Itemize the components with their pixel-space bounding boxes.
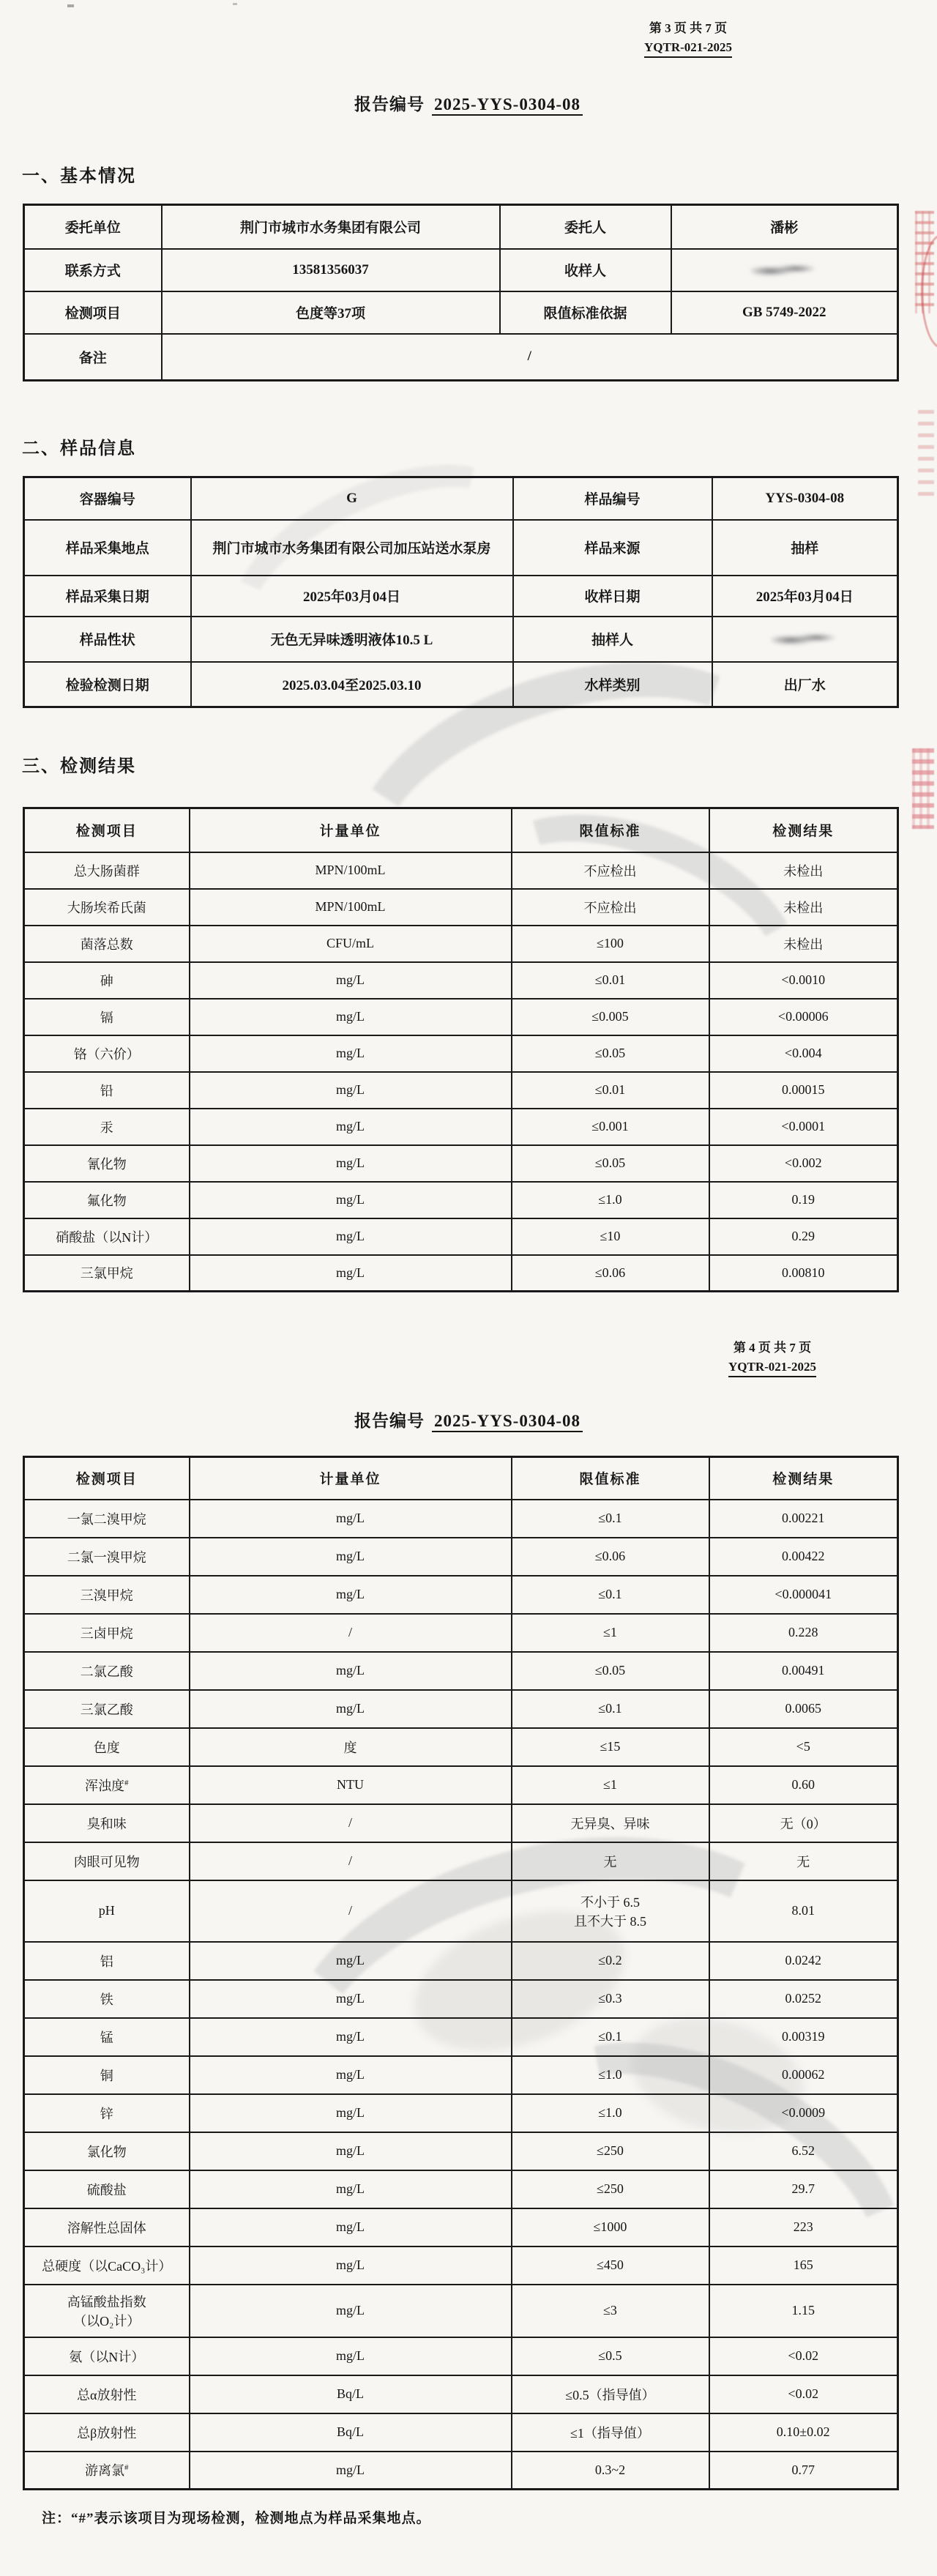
column-header: 限值标准: [512, 808, 709, 852]
table-row: [24, 1980, 898, 2018]
table-cell: 样品采集日期: [24, 576, 191, 617]
table-row: [24, 2056, 898, 2094]
table-cell: 氯化物: [24, 2132, 190, 2170]
table-cell: ≤0.05: [512, 1035, 709, 1072]
table-cell: mg/L: [190, 1652, 512, 1690]
table-cell: mg/L: [190, 999, 512, 1035]
table-row: [24, 1804, 898, 1842]
table-cell: 2025年03月04日: [712, 576, 898, 617]
table-cell: 样品编号: [513, 477, 712, 520]
table-cell: ≤100: [512, 926, 709, 962]
table-cell: ≤0.2: [512, 1942, 709, 1980]
table-cell: YYS-0304-08: [712, 477, 898, 520]
table-cell: <0.0010: [709, 962, 898, 999]
table-cell: mg/L: [190, 2337, 512, 2375]
table-cell: /: [190, 1842, 512, 1880]
table-row: [24, 1500, 898, 1538]
table-cell: 2025年03月04日: [191, 576, 513, 617]
table-cell: ≤1000: [512, 2208, 709, 2246]
table-cell: ≤1（指导值）: [512, 2413, 709, 2452]
table-cell: 荆门市城市水务集团有限公司加压站送水泵房: [191, 520, 513, 576]
table-row: [24, 1942, 898, 1980]
page-number: 第 4 页 共 7 页: [733, 1341, 812, 1355]
table-cell: ≤1.0: [512, 2094, 709, 2132]
table-cell: 浑浊度#: [24, 1766, 190, 1804]
table-row: [24, 1880, 898, 1942]
table-cell: 铝: [24, 1942, 190, 1980]
basic-info-table: [23, 204, 899, 381]
table-cell: 8.01: [709, 1880, 898, 1942]
table-cell: 6.52: [709, 2132, 898, 2170]
table-row: [24, 2170, 898, 2208]
table-row: [24, 1842, 898, 1880]
table-cell: MPN/100mL: [190, 889, 512, 926]
table-cell: ≤450: [512, 2246, 709, 2285]
column-header: 限值标准: [512, 1457, 709, 1500]
table-cell: 二氯乙酸: [24, 1652, 190, 1690]
table-cell: 出厂水: [712, 662, 898, 707]
table-cell: 硫酸盐: [24, 2170, 190, 2208]
table-cell: mg/L: [190, 1109, 512, 1145]
signature-blur: [771, 631, 838, 647]
table-row: [24, 662, 898, 707]
table-row: [24, 1766, 898, 1804]
table-cell: 0.00319: [709, 2018, 898, 2056]
table-cell: 总β放射性: [24, 2413, 190, 2452]
table-row: [24, 1538, 898, 1576]
table-cell: mg/L: [190, 1942, 512, 1980]
table-cell: 总硬度（以CaCO₃计）: [24, 2246, 190, 2285]
section-title-basic-info: 一、基本情况: [22, 167, 136, 186]
table-row: [24, 1218, 898, 1255]
table-cell: ≤0.5: [512, 2337, 709, 2375]
table-row: [24, 1576, 898, 1614]
table-row: [24, 1614, 898, 1652]
table-cell: ≤15: [512, 1728, 709, 1766]
table-cell: 三氯乙酸: [24, 1690, 190, 1728]
report-number-line: [0, 1407, 937, 1432]
footnote: 注：“#”表示该项目为现场检测，检测地点为样品采集地点。: [42, 2511, 431, 2526]
section-title-sample-info: 二、样品信息: [22, 439, 136, 458]
table-cell: 无: [512, 1842, 709, 1880]
table-row: [24, 2285, 898, 2337]
table-row: [24, 2452, 898, 2490]
table-cell: 165: [709, 2246, 898, 2285]
table-cell: <0.0009: [709, 2094, 898, 2132]
table-cell: 铬（六价）: [24, 1035, 190, 1072]
table-cell: ≤0.1: [512, 2018, 709, 2056]
table-row: [24, 477, 898, 520]
table-row: [24, 926, 898, 962]
table-row: [24, 2208, 898, 2246]
table-row: [24, 291, 898, 334]
table-row: [24, 1145, 898, 1182]
table-cell: 检测项目: [24, 291, 162, 334]
table-cell: 不小于 6.5 且不大于 8.5: [512, 1880, 709, 1942]
table-cell: ≤1: [512, 1614, 709, 1652]
table-row: [24, 205, 898, 249]
table-cell: 硝酸盐（以N计）: [24, 1218, 190, 1255]
table-cell: ≤0.06: [512, 1255, 709, 1292]
results-table-page4: [23, 1456, 899, 2490]
table-cell: 氨（以N计）: [24, 2337, 190, 2375]
table-cell: G: [191, 477, 513, 520]
report-number: 2025-YYS-0304-08: [432, 95, 583, 116]
table-cell: 0.00062: [709, 2056, 898, 2094]
table-cell: <0.000041: [709, 1576, 898, 1614]
table-cell: 锌: [24, 2094, 190, 2132]
table-cell: 菌落总数: [24, 926, 190, 962]
table-cell: mg/L: [190, 2056, 512, 2094]
scan-speck: [67, 4, 74, 7]
table-cell: mg/L: [190, 2132, 512, 2170]
table-cell: 肉眼可见物: [24, 1842, 190, 1880]
section-title-results: 三、检测结果: [22, 757, 136, 776]
table-cell: 限值标准依据: [500, 291, 671, 334]
table-row: [24, 1690, 898, 1728]
table-cell: 0.0252: [709, 1980, 898, 2018]
table-cell: 铁: [24, 1980, 190, 2018]
table-cell: 0.00015: [709, 1072, 898, 1109]
table-cell: 游离氯#: [24, 2452, 190, 2490]
table-cell: mg/L: [190, 1576, 512, 1614]
table-row: [24, 520, 898, 576]
column-header: 检测项目: [24, 1457, 190, 1500]
table-cell: 1.15: [709, 2285, 898, 2337]
report-number: 2025-YYS-0304-08: [432, 1412, 583, 1432]
table-cell: 未检出: [709, 852, 898, 889]
table-cell: 荆门市城市水务集团有限公司: [162, 205, 500, 249]
table-cell: mg/L: [190, 962, 512, 999]
table-cell: 氟化物: [24, 1182, 190, 1218]
table-cell: 未检出: [709, 926, 898, 962]
table-cell: mg/L: [190, 1145, 512, 1182]
table-cell: 臭和味: [24, 1804, 190, 1842]
table-row: [24, 617, 898, 662]
table-cell: <0.02: [709, 2375, 898, 2413]
table-cell: mg/L: [190, 1255, 512, 1292]
table-cell: 色度等37项: [162, 291, 500, 334]
table-cell: mg/L: [190, 2208, 512, 2246]
column-header: 计量单位: [190, 1457, 512, 1500]
table-cell: Bq/L: [190, 2413, 512, 2452]
table-cell: mg/L: [190, 2094, 512, 2132]
table-cell: ≤0.005: [512, 999, 709, 1035]
table-cell: ≤0.5（指导值）: [512, 2375, 709, 2413]
table-cell: 2025.03.04至2025.03.10: [191, 662, 513, 707]
table-cell: 水样类别: [513, 662, 712, 707]
table-cell: ≤0.1: [512, 1500, 709, 1538]
red-stamp-fragment: [912, 748, 934, 829]
table-cell: MPN/100mL: [190, 852, 512, 889]
table-cell: /: [190, 1880, 512, 1942]
table-cell: /: [190, 1614, 512, 1652]
table-cell: ≤3: [512, 2285, 709, 2337]
table-cell: 备注: [24, 334, 162, 381]
table-row: [24, 249, 898, 291]
table-cell: mg/L: [190, 2170, 512, 2208]
report-number-line: [0, 91, 937, 115]
table-cell: 不应检出: [512, 852, 709, 889]
table-cell: 委托人: [500, 205, 671, 249]
table-cell: 0.29: [709, 1218, 898, 1255]
table-cell: mg/L: [190, 1072, 512, 1109]
table-cell: mg/L: [190, 1690, 512, 1728]
table-cell: 容器编号: [24, 477, 191, 520]
report-number-label: 报告编号: [354, 1412, 425, 1430]
table-cell: <0.004: [709, 1035, 898, 1072]
table-cell: pH: [24, 1880, 190, 1942]
table-cell: <0.0001: [709, 1109, 898, 1145]
table-row: [24, 1728, 898, 1766]
table-cell: 镉: [24, 999, 190, 1035]
table-cell: ≤0.01: [512, 1072, 709, 1109]
table-cell: mg/L: [190, 1500, 512, 1538]
table-cell: 0.3~2: [512, 2452, 709, 2490]
table-row: [24, 2094, 898, 2132]
table-row: [24, 2337, 898, 2375]
table-cell: mg/L: [190, 2018, 512, 2056]
red-stamp-fragment: [918, 410, 934, 498]
table-cell: 砷: [24, 962, 190, 999]
table-cell: 不应检出: [512, 889, 709, 926]
doc-code: YQTR-021-2025: [728, 1358, 816, 1378]
table-cell: 抽样: [712, 520, 898, 576]
table-cell: 色度: [24, 1728, 190, 1766]
table-cell: 溶解性总固体: [24, 2208, 190, 2246]
table-row: [24, 852, 898, 889]
table-cell: <0.002: [709, 1145, 898, 1182]
table-cell: 锰: [24, 2018, 190, 2056]
table-cell: 0.0065: [709, 1690, 898, 1728]
table-cell: 29.7: [709, 2170, 898, 2208]
table-cell: 度: [190, 1728, 512, 1766]
table-cell: [712, 617, 898, 662]
page3-header: [622, 19, 754, 58]
table-cell: 收样人: [500, 249, 671, 291]
scan-speck: [233, 3, 237, 5]
table-cell: 0.19: [709, 1182, 898, 1218]
table-row: [24, 576, 898, 617]
table-cell: 样品性状: [24, 617, 191, 662]
table-row: [24, 1182, 898, 1218]
table-cell: 0.00221: [709, 1500, 898, 1538]
table-cell: ≤1: [512, 1766, 709, 1804]
table-row: [24, 334, 898, 381]
table-cell: ≤0.001: [512, 1109, 709, 1145]
table-cell: 三氯甲烷: [24, 1255, 190, 1292]
table-cell: mg/L: [190, 2452, 512, 2490]
table-cell: 0.77: [709, 2452, 898, 2490]
table-cell: /: [190, 1804, 512, 1842]
table-cell: 抽样人: [513, 617, 712, 662]
table-cell: 未检出: [709, 889, 898, 926]
table-cell: 无: [709, 1842, 898, 1880]
table-cell: 联系方式: [24, 249, 162, 291]
column-header: 检测结果: [709, 808, 898, 852]
table-row: [24, 999, 898, 1035]
results-table-page3: [23, 807, 899, 1292]
table-cell: 0.10±0.02: [709, 2413, 898, 2452]
table-cell: ≤0.3: [512, 1980, 709, 2018]
table-cell: [671, 249, 898, 291]
table-row: [24, 1255, 898, 1292]
table-cell: 0.00810: [709, 1255, 898, 1292]
table-cell: <5: [709, 1728, 898, 1766]
table-cell: 无异臭、异味: [512, 1804, 709, 1842]
table-cell: mg/L: [190, 1538, 512, 1576]
table-cell: ≤10: [512, 1218, 709, 1255]
table-cell: mg/L: [190, 2246, 512, 2285]
table-row: [24, 1109, 898, 1145]
table-cell: 0.228: [709, 1614, 898, 1652]
table-cell: 氰化物: [24, 1145, 190, 1182]
table-row: [24, 2132, 898, 2170]
table-cell: 223: [709, 2208, 898, 2246]
table-cell: 检验检测日期: [24, 662, 191, 707]
table-cell: 委托单位: [24, 205, 162, 249]
table-cell: ≤0.05: [512, 1145, 709, 1182]
table-cell: 二氯一溴甲烷: [24, 1538, 190, 1576]
sample-info-table: [23, 476, 899, 708]
table-cell: 大肠埃希氏菌: [24, 889, 190, 926]
table-cell: ≤250: [512, 2132, 709, 2170]
table-cell: mg/L: [190, 2285, 512, 2337]
table-cell: <0.02: [709, 2337, 898, 2375]
table-cell: 样品来源: [513, 520, 712, 576]
doc-code: YQTR-021-2025: [644, 38, 732, 59]
table-row: [24, 1035, 898, 1072]
table-cell: 一氯二溴甲烷: [24, 1500, 190, 1538]
table-cell: ≤0.1: [512, 1576, 709, 1614]
table-row: [24, 2375, 898, 2413]
table-cell: 三溴甲烷: [24, 1576, 190, 1614]
table-cell: CFU/mL: [190, 926, 512, 962]
table-row: [24, 2413, 898, 2452]
table-cell: NTU: [190, 1766, 512, 1804]
table-cell: ≤0.06: [512, 1538, 709, 1576]
table-cell: 铜: [24, 2056, 190, 2094]
table-cell: 0.0242: [709, 1942, 898, 1980]
table-cell: 0.00491: [709, 1652, 898, 1690]
signature-blur: [750, 262, 818, 278]
table-cell: 高锰酸盐指数 （以O₂计）: [24, 2285, 190, 2337]
table-cell: 总大肠菌群: [24, 852, 190, 889]
table-cell: ≤250: [512, 2170, 709, 2208]
table-header-row: [24, 1457, 898, 1500]
report-number-label: 报告编号: [354, 95, 425, 113]
table-row: [24, 1072, 898, 1109]
column-header: 检测结果: [709, 1457, 898, 1500]
page-number: 第 3 页 共 7 页: [649, 21, 728, 35]
table-cell: ≤0.01: [512, 962, 709, 999]
table-cell: mg/L: [190, 1218, 512, 1255]
table-cell: GB 5749-2022: [671, 291, 898, 334]
table-cell: 三卤甲烷: [24, 1614, 190, 1652]
table-cell: 汞: [24, 1109, 190, 1145]
table-cell: 铅: [24, 1072, 190, 1109]
table-row: [24, 962, 898, 999]
table-cell: 13581356037: [162, 249, 500, 291]
table-cell: mg/L: [190, 1182, 512, 1218]
table-cell: 总α放射性: [24, 2375, 190, 2413]
table-cell: 0.60: [709, 1766, 898, 1804]
table-row: [24, 2018, 898, 2056]
table-cell: 收样日期: [513, 576, 712, 617]
table-cell: ≤1.0: [512, 2056, 709, 2094]
page4-header: [703, 1339, 842, 1377]
table-cell: <0.00006: [709, 999, 898, 1035]
column-header: 计量单位: [190, 808, 512, 852]
table-cell: /: [162, 334, 898, 381]
table-row: [24, 2246, 898, 2285]
table-row: [24, 889, 898, 926]
table-cell: 0.00422: [709, 1538, 898, 1576]
table-cell: ≤0.1: [512, 1690, 709, 1728]
table-cell: Bq/L: [190, 2375, 512, 2413]
table-cell: 无色无异味透明液体10.5 L: [191, 617, 513, 662]
table-header-row: [24, 808, 898, 852]
table-cell: ≤0.05: [512, 1652, 709, 1690]
table-cell: ≤1.0: [512, 1182, 709, 1218]
table-cell: 无（0）: [709, 1804, 898, 1842]
column-header: 检测项目: [24, 808, 190, 852]
table-cell: mg/L: [190, 1980, 512, 2018]
table-cell: 样品采集地点: [24, 520, 191, 576]
table-cell: mg/L: [190, 1035, 512, 1072]
table-row: [24, 1652, 898, 1690]
table-cell: 潘彬: [671, 205, 898, 249]
